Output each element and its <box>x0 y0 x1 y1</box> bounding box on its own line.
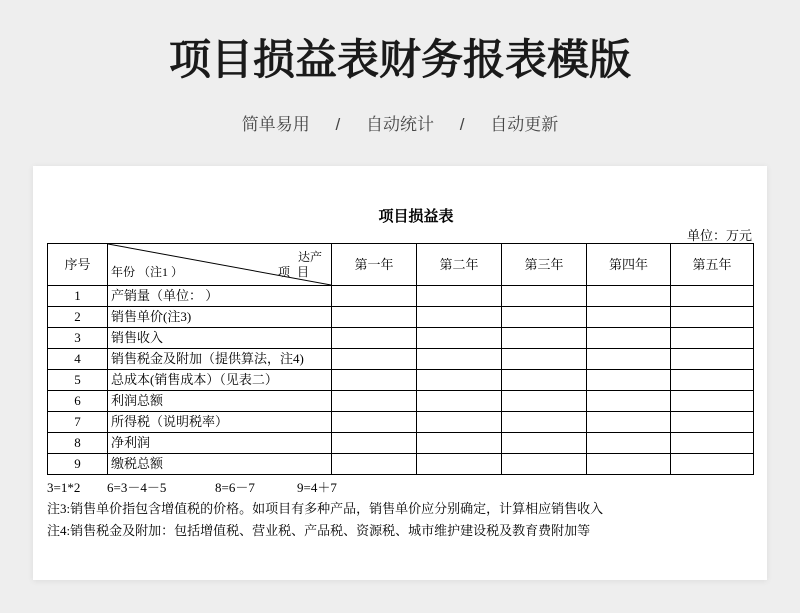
value-cell <box>671 391 754 412</box>
row-number: 8 <box>48 433 108 454</box>
value-cell <box>671 349 754 370</box>
value-cell <box>332 454 417 475</box>
row-number: 4 <box>48 349 108 370</box>
page-title: 项目损益表财务报表模版 <box>168 36 631 83</box>
row-item-label: 净利润 <box>108 433 332 454</box>
value-cell <box>417 412 502 433</box>
feature-tagline <box>0 113 800 137</box>
value-cell <box>587 286 671 307</box>
feature-auto-stats: 自动统计 <box>366 115 434 134</box>
formula: 8=6－7 <box>215 480 255 495</box>
footnote-4: 注4:销售税金及附加：包括增值税、营业税、产品税、资源税、城市维护建设税及教育费附加等 <box>47 523 591 538</box>
row-number: 9 <box>48 454 108 475</box>
value-cell <box>502 454 587 475</box>
table-row <box>48 328 754 349</box>
row-item-label: 总成本(销售成本）（见表二） <box>108 370 332 391</box>
unit-label: 单位：万元 <box>686 228 752 243</box>
table-row <box>48 349 754 370</box>
income-statement-table <box>47 243 754 475</box>
formula-line <box>47 480 447 496</box>
value-cell <box>587 454 671 475</box>
table-row <box>48 307 754 328</box>
value-cell <box>587 412 671 433</box>
value-cell <box>417 370 502 391</box>
template-preview-card <box>33 166 767 580</box>
value-cell <box>587 391 671 412</box>
value-cell <box>502 391 587 412</box>
table-row <box>48 433 754 454</box>
value-cell <box>502 286 587 307</box>
corner-label-production: 达产 <box>297 250 322 264</box>
table-row <box>48 391 754 412</box>
value-cell <box>332 349 417 370</box>
header-year-1: 第一年 <box>332 244 417 286</box>
value-cell <box>587 307 671 328</box>
value-cell <box>502 433 587 454</box>
row-item-label: 销售收入 <box>108 328 332 349</box>
value-cell <box>332 307 417 328</box>
value-cell <box>332 328 417 349</box>
value-cell <box>587 349 671 370</box>
corner-label-item: 项 目 <box>277 265 311 279</box>
row-number: 7 <box>48 412 108 433</box>
value-cell <box>502 370 587 391</box>
value-cell <box>671 433 754 454</box>
header-year-5: 第五年 <box>671 244 754 286</box>
value-cell <box>332 391 417 412</box>
feature-easy: 简单易用 <box>241 115 310 134</box>
row-item-label: 销售税金及附加（提供算法，注4) <box>108 349 332 370</box>
value-cell <box>417 307 502 328</box>
value-cell <box>502 349 587 370</box>
value-cell <box>417 349 502 370</box>
value-cell <box>417 433 502 454</box>
value-cell <box>502 412 587 433</box>
row-item-label: 产销量（单位： ） <box>108 286 332 307</box>
formula: 3=1*2 <box>47 480 81 495</box>
row-item-label: 利润总额 <box>108 391 332 412</box>
value-cell <box>671 286 754 307</box>
row-number: 5 <box>48 370 108 391</box>
sheet-title: 项目损益表 <box>378 209 454 225</box>
row-number: 1 <box>48 286 108 307</box>
row-item-label: 销售单价(注3) <box>108 307 332 328</box>
feature-separator: / <box>459 115 465 134</box>
formula: 9=4＋7 <box>297 480 337 495</box>
value-cell <box>332 370 417 391</box>
header-year-4: 第四年 <box>587 244 671 286</box>
row-number: 6 <box>48 391 108 412</box>
value-cell <box>671 307 754 328</box>
header-corner-cell <box>108 244 332 286</box>
value-cell <box>671 412 754 433</box>
table-row <box>48 286 754 307</box>
header-year-2: 第二年 <box>417 244 502 286</box>
value-cell <box>332 286 417 307</box>
value-cell <box>587 328 671 349</box>
value-cell <box>671 328 754 349</box>
table-row <box>48 412 754 433</box>
value-cell <box>417 286 502 307</box>
value-cell <box>417 454 502 475</box>
value-cell <box>332 433 417 454</box>
corner-label-year: 年份 （注1 ） <box>111 265 184 279</box>
row-item-label: 缴税总额 <box>108 454 332 475</box>
value-cell <box>332 412 417 433</box>
value-cell <box>417 328 502 349</box>
formula: 6=3－4－5 <box>107 480 167 495</box>
value-cell <box>671 454 754 475</box>
value-cell <box>671 370 754 391</box>
table-header-row <box>48 244 754 286</box>
row-item-label: 所得税（说明税率） <box>108 412 332 433</box>
row-number: 3 <box>48 328 108 349</box>
feature-auto-update: 自动更新 <box>490 115 559 134</box>
row-number: 2 <box>48 307 108 328</box>
header-year-3: 第三年 <box>502 244 587 286</box>
table-row <box>48 370 754 391</box>
value-cell <box>417 391 502 412</box>
value-cell <box>587 370 671 391</box>
footnote-3: 注3:销售单价指包含增值税的价格。如项目有多种产品，销售单价应分别确定，计算相应销售收入 <box>47 501 604 516</box>
header-index: 序号 <box>48 244 108 286</box>
feature-separator: / <box>335 115 341 134</box>
value-cell <box>587 433 671 454</box>
value-cell <box>502 328 587 349</box>
value-cell <box>502 307 587 328</box>
table-row <box>48 454 754 475</box>
